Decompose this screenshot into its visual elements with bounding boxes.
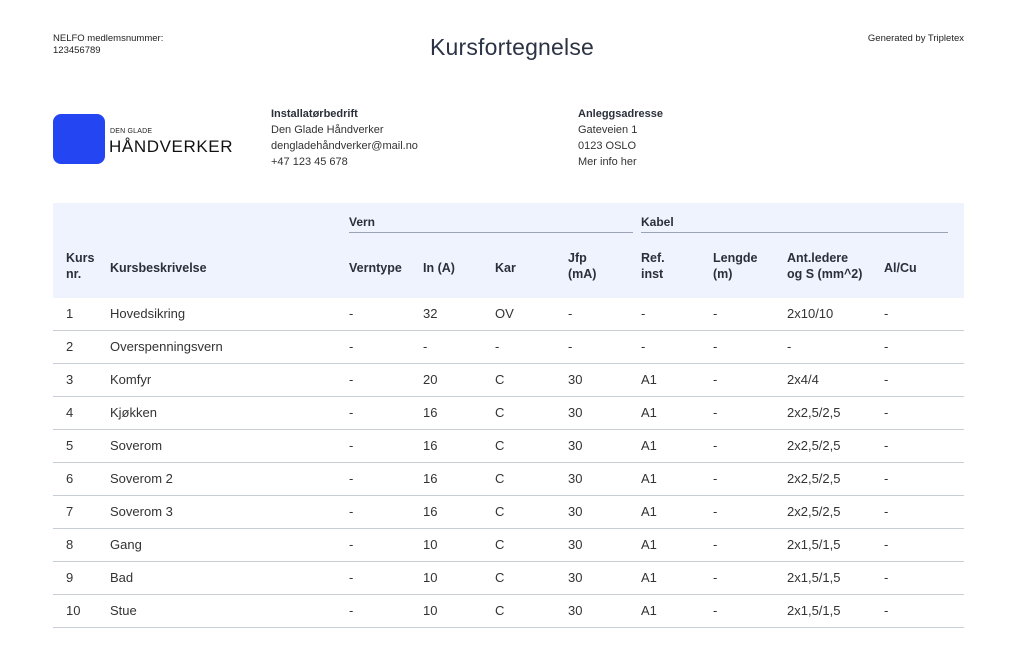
cell-kar: C (495, 438, 505, 453)
cell-al-cu: - (884, 537, 889, 552)
cell-ant-ledere: 2x2,5/2,5 (787, 405, 841, 420)
cell-description: Overspenningsvern (110, 339, 223, 354)
cell-al-cu: - (884, 570, 889, 585)
cell-verntype: - (349, 339, 354, 354)
cell-lengde: - (713, 603, 718, 618)
cell-in-a: 16 (423, 438, 438, 453)
cell-verntype: - (349, 504, 354, 519)
cell-kar: C (495, 471, 505, 486)
table-row (53, 496, 964, 529)
member-number: 123456789 (53, 45, 101, 56)
table-row (53, 463, 964, 496)
cell-kar: C (495, 603, 505, 618)
cell-kar: - (495, 339, 500, 354)
cell-kar: C (495, 537, 505, 552)
cell-lengde: - (713, 339, 718, 354)
cell-kurs-nr: 4 (66, 405, 74, 420)
cell-verntype: - (349, 471, 354, 486)
col-lengde-line2: (m) (713, 267, 733, 281)
col-ref-line1: Ref. (641, 251, 665, 265)
group-vern-line (349, 232, 633, 233)
cell-kar: C (495, 570, 505, 585)
cell-in-a: 20 (423, 372, 438, 387)
cell-kurs-nr: 1 (66, 306, 74, 321)
cell-ref-inst: A1 (641, 405, 657, 420)
table-row (53, 331, 964, 364)
cell-lengde: - (713, 504, 718, 519)
address-heading: Anleggsadresse (578, 108, 663, 120)
cell-ref-inst: A1 (641, 438, 657, 453)
col-kurs-nr (66, 250, 94, 282)
cell-ref-inst: A1 (641, 471, 657, 486)
cell-kurs-nr: 9 (66, 570, 74, 585)
installer-heading: Installatørbedrift (271, 108, 358, 120)
table-row (53, 364, 964, 397)
table-row (53, 397, 964, 430)
table-body (53, 298, 964, 628)
cell-kurs-nr: 5 (66, 438, 74, 453)
cell-description: Bad (110, 570, 134, 585)
cell-description: Gang (110, 537, 142, 552)
col-lengde-line1: Lengde (713, 251, 758, 265)
site-address (578, 106, 663, 170)
col-jfp-line1: Jfp (568, 251, 587, 265)
cell-kar: C (495, 372, 505, 387)
cell-kurs-nr: 10 (66, 603, 81, 618)
logo-big-text: HÅNDVERKER (109, 137, 234, 156)
cell-jfp: 30 (568, 405, 583, 420)
cell-verntype: - (349, 405, 354, 420)
table-row (53, 595, 964, 628)
col-ant-line2: og S (mm^2) (787, 267, 863, 281)
cell-description: Soverom 3 (110, 504, 173, 519)
cell-in-a: 10 (423, 537, 438, 552)
cell-ant-ledere: 2x2,5/2,5 (787, 471, 841, 486)
cell-in-a: 10 (423, 570, 438, 585)
cell-description: Hovedsikring (110, 306, 186, 321)
cell-description: Stue (110, 603, 137, 618)
cell-verntype: - (349, 537, 354, 552)
cell-in-a: - (423, 339, 428, 354)
table-row (53, 529, 964, 562)
cell-jfp: 30 (568, 438, 583, 453)
cell-verntype: - (349, 372, 354, 387)
cell-jfp: 30 (568, 537, 583, 552)
cell-jfp: 30 (568, 504, 583, 519)
cell-kar: OV (495, 306, 514, 321)
cell-al-cu: - (884, 339, 889, 354)
cell-ref-inst: A1 (641, 537, 657, 552)
cell-kurs-nr: 8 (66, 537, 74, 552)
cell-jfp: 30 (568, 372, 583, 387)
installer-phone: +47 123 45 678 (271, 156, 348, 168)
member-label: NELFO medlemsnummer: (53, 33, 164, 44)
cell-al-cu: - (884, 471, 889, 486)
col-jfp-line2: (mA) (568, 267, 597, 281)
cell-description: Soverom 2 (110, 471, 173, 486)
address-city: 0123 OSLO (578, 140, 637, 152)
cell-lengde: - (713, 471, 718, 486)
cell-ant-ledere: 2x1,5/1,5 (787, 603, 841, 618)
table-row (53, 562, 964, 595)
cell-ant-ledere: 2x1,5/1,5 (787, 537, 841, 552)
cell-description: Komfyr (110, 372, 152, 387)
table-row (53, 430, 964, 463)
cell-in-a: 10 (423, 603, 438, 618)
cell-ref-inst: A1 (641, 603, 657, 618)
cell-lengde: - (713, 570, 718, 585)
cell-verntype: - (349, 438, 354, 453)
cell-verntype: - (349, 603, 354, 618)
cell-al-cu: - (884, 603, 889, 618)
cell-al-cu: - (884, 372, 889, 387)
col-description: Kursbeskrivelse (110, 261, 207, 275)
cell-verntype: - (349, 306, 354, 321)
cell-ant-ledere: 2x10/10 (787, 306, 834, 321)
cell-description: Kjøkken (110, 405, 157, 420)
page-title: Kursfortegnelse (429, 34, 595, 60)
cell-lengde: - (713, 438, 718, 453)
cell-ant-ledere: 2x2,5/2,5 (787, 438, 841, 453)
installer-email: dengladehåndverker@mail.no (271, 140, 418, 152)
cell-jfp: 30 (568, 603, 583, 618)
cell-kurs-nr: 2 (66, 339, 74, 354)
col-kurs-line2: nr. (66, 267, 82, 281)
cell-lengde: - (713, 405, 718, 420)
cell-ref-inst: A1 (641, 504, 657, 519)
address-street: Gateveien 1 (578, 124, 638, 136)
cell-jfp: - (568, 306, 573, 321)
cell-in-a: 16 (423, 405, 438, 420)
col-kar: Kar (495, 261, 516, 275)
logo-small-text: DEN GLADE (110, 128, 153, 135)
cell-lengde: - (713, 372, 718, 387)
cell-kurs-nr: 6 (66, 471, 74, 486)
col-ant-line1: Ant.ledere (787, 251, 849, 265)
cell-al-cu: - (884, 438, 889, 453)
col-ref-line2: inst (641, 267, 664, 281)
group-kabel: Kabel (641, 215, 674, 229)
cell-kar: C (495, 504, 505, 519)
cell-verntype: - (349, 570, 354, 585)
cell-al-cu: - (884, 405, 889, 420)
col-kurs-line1: Kurs (66, 251, 95, 265)
cell-ref-inst: A1 (641, 570, 657, 585)
cell-jfp: 30 (568, 471, 583, 486)
cell-ant-ledere: 2x2,5/2,5 (787, 504, 841, 519)
logo-icon (53, 114, 105, 164)
cell-lengde: - (713, 306, 718, 321)
cell-kurs-nr: 3 (66, 372, 74, 387)
col-verntype: Verntype (349, 261, 402, 275)
cell-in-a: 32 (423, 306, 438, 321)
cell-ref-inst: - (641, 339, 646, 354)
cell-jfp: - (568, 339, 573, 354)
table-row (53, 298, 964, 331)
installer-name: Den Glade Håndverker (271, 124, 384, 136)
cell-in-a: 16 (423, 504, 438, 519)
col-al-cu: Al/Cu (884, 261, 917, 275)
generated-by: Generated by Tripletex (867, 33, 964, 44)
address-more-info: Mer info her (578, 156, 637, 168)
group-kabel-line (641, 232, 948, 233)
installer-info (271, 106, 418, 170)
col-ant-ledere (787, 250, 862, 282)
cell-ant-ledere: 2x1,5/1,5 (787, 570, 841, 585)
col-lengde (713, 250, 757, 282)
col-ref-inst (641, 250, 665, 282)
cell-jfp: 30 (568, 570, 583, 585)
cell-ref-inst: A1 (641, 372, 657, 387)
cell-al-cu: - (884, 306, 889, 321)
cell-kurs-nr: 7 (66, 504, 74, 519)
cell-ant-ledere: - (787, 339, 792, 354)
cell-description: Soverom (110, 438, 163, 453)
cell-kar: C (495, 405, 505, 420)
cell-ref-inst: - (641, 306, 646, 321)
cell-al-cu: - (884, 504, 889, 519)
col-in-a: In (A) (423, 261, 455, 275)
cell-ant-ledere: 2x4/4 (787, 372, 819, 387)
group-vern: Vern (349, 215, 376, 229)
cell-in-a: 16 (423, 471, 438, 486)
col-jfp (568, 250, 596, 282)
cell-lengde: - (713, 537, 718, 552)
